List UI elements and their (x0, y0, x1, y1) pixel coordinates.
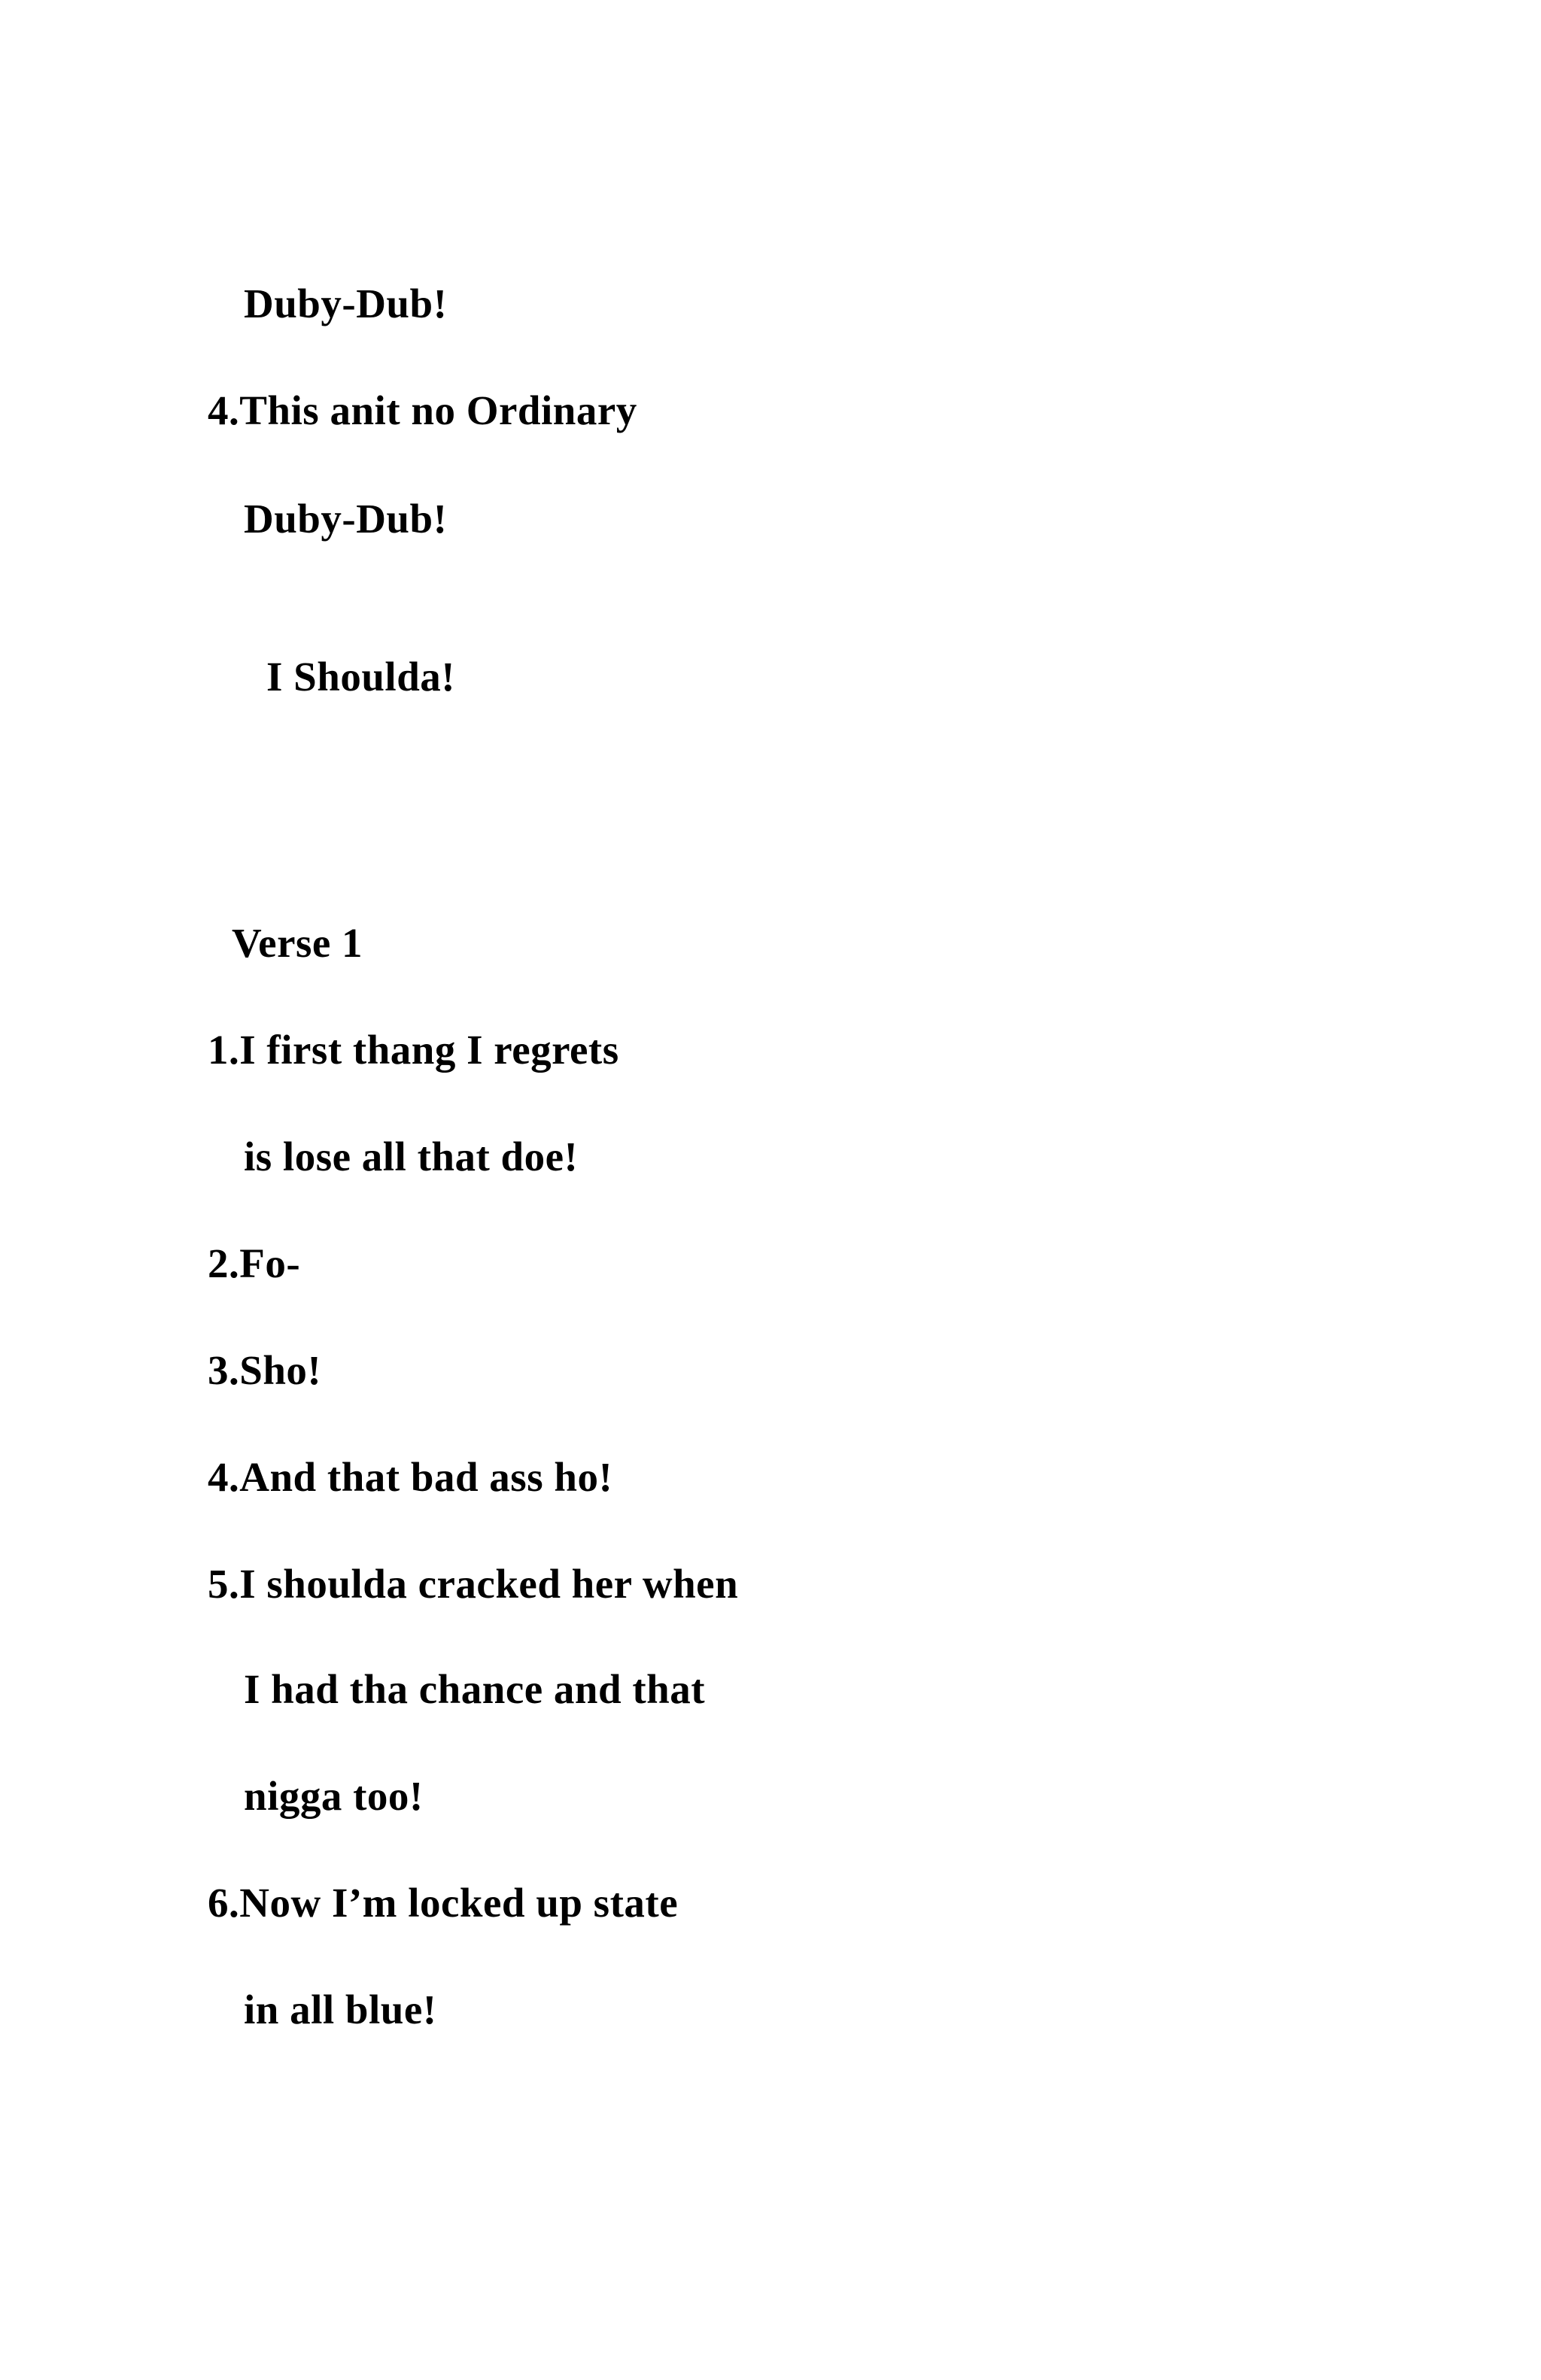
lyric-line-numbered: 4.This anit no Ordinary (208, 387, 637, 433)
section-heading: Verse 1 (232, 920, 363, 966)
lyric-line-numbered: 4.And that bad ass ho! (208, 1454, 613, 1500)
lyric-line-continuation: is lose all that doe! (244, 1134, 579, 1179)
lyric-line-numbered: 1.I first thang I regrets (208, 1027, 619, 1073)
lyric-line-numbered: 2.Fo- (208, 1240, 301, 1286)
song-title: I Shoulda! (266, 654, 456, 700)
lyric-line-continuation: nigga too! (244, 1773, 424, 1819)
lyric-line-continuation: I had tha chance and that (244, 1666, 706, 1712)
lyric-line-numbered: 5.I shoulda cracked her when (208, 1561, 739, 1607)
lyric-line-numbered: 3.Sho! (208, 1347, 322, 1393)
lyric-line-numbered: 6.Now I’m locked up state (208, 1880, 679, 1926)
lyric-line-continuation: Duby-Dub! (244, 281, 448, 326)
lyric-line-continuation: in all blue! (244, 1987, 437, 2032)
lyric-line-continuation: Duby-Dub! (244, 496, 448, 542)
